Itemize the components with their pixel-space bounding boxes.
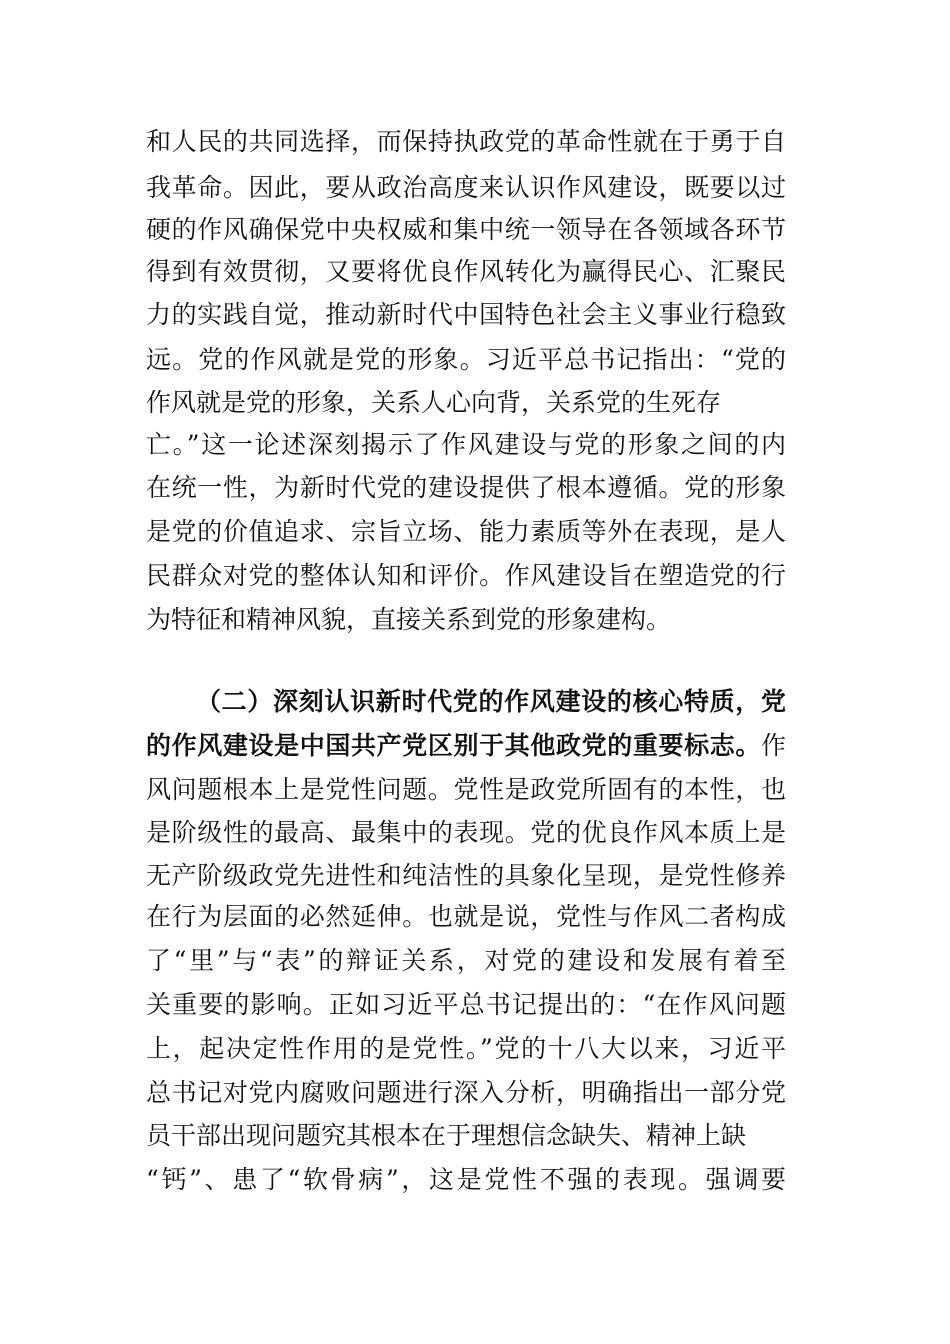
- body-text-line: “钙”、患了“软骨病”，这是党性不强的表现。强调要: [146, 1165, 786, 1194]
- body-text-line: 无产阶级政党先进性和纯洁性的具象化呈现，是党性修养: [146, 861, 786, 890]
- body-text-line: 硬的作风确保党中央权威和集中统一领导在各领域各环节: [146, 215, 786, 244]
- body-text-line: 和人民的共同选择，而保持执政党的革命性就在于勇于自: [146, 127, 786, 156]
- body-text-line: 我革命。因此，要从政治高度来认识作风建设，既要以过: [146, 173, 786, 202]
- body-text-line: 民群众对党的整体认知和评价。作风建设旨在塑造党的行: [146, 561, 786, 590]
- body-text-line: 风问题根本上是党性问题。党性是政党所固有的本性，也: [146, 775, 786, 804]
- body-text-line: 是阶级性的最高、最集中的表现。党的优良作风本质上是: [146, 818, 786, 847]
- body-text-line: 是党的价值追求、宗旨立场、能力素质等外在表现，是人: [146, 517, 786, 546]
- body-text-line: 总书记对党内腐败问题进行深入分析，明确指出一部分党: [146, 1078, 786, 1107]
- body-text-line: 为特征和精神风貌，直接关系到党的形象建构。: [146, 605, 672, 634]
- body-text-line: 员干部出现问题究其根本在于理想信念缺失、精神上缺: [146, 1121, 747, 1150]
- body-text-line: 力的实践自觉，推动新时代中国特色社会主义事业行稳致: [146, 300, 786, 329]
- body-text-line: 作风就是党的形象，关系人心向背，关系党的生死存: [146, 388, 722, 417]
- body-text-fragment: 作: [760, 731, 786, 760]
- section-heading-continued: [146, 726, 786, 766]
- body-text-line: 亡。”这一论述深刻揭示了作风建设与党的形象之间的内: [146, 430, 786, 459]
- body-text-line: 在统一性，为新时代党的建设提供了根本遵循。党的形象: [146, 473, 786, 502]
- body-text-line: 上，起决定性作用的是党性。”党的十八大以来，习近平: [146, 1034, 786, 1063]
- body-text-line: 得到有效贯彻，又要将优良作风转化为赢得民心、汇聚民: [146, 257, 786, 286]
- body-text-line: 了“里”与“表”的辩证关系，对党的建设和发展有着至: [146, 946, 786, 975]
- body-text-line: 远。党的作风就是党的形象。习近平总书记指出：“党的: [146, 345, 786, 374]
- body-text-line: 在行为层面的必然延伸。也就是说，党性与作风二者构成: [146, 902, 786, 931]
- body-text-line: 关重要的影响。正如习近平总书记提出的：“在作风问题: [146, 990, 786, 1019]
- section-heading-bold: 的作风建设是中国共产党区别于其他政党的重要标志。: [146, 731, 761, 760]
- section-heading: （二）深刻认识新时代党的作风建设的核心特质，党: [196, 687, 786, 716]
